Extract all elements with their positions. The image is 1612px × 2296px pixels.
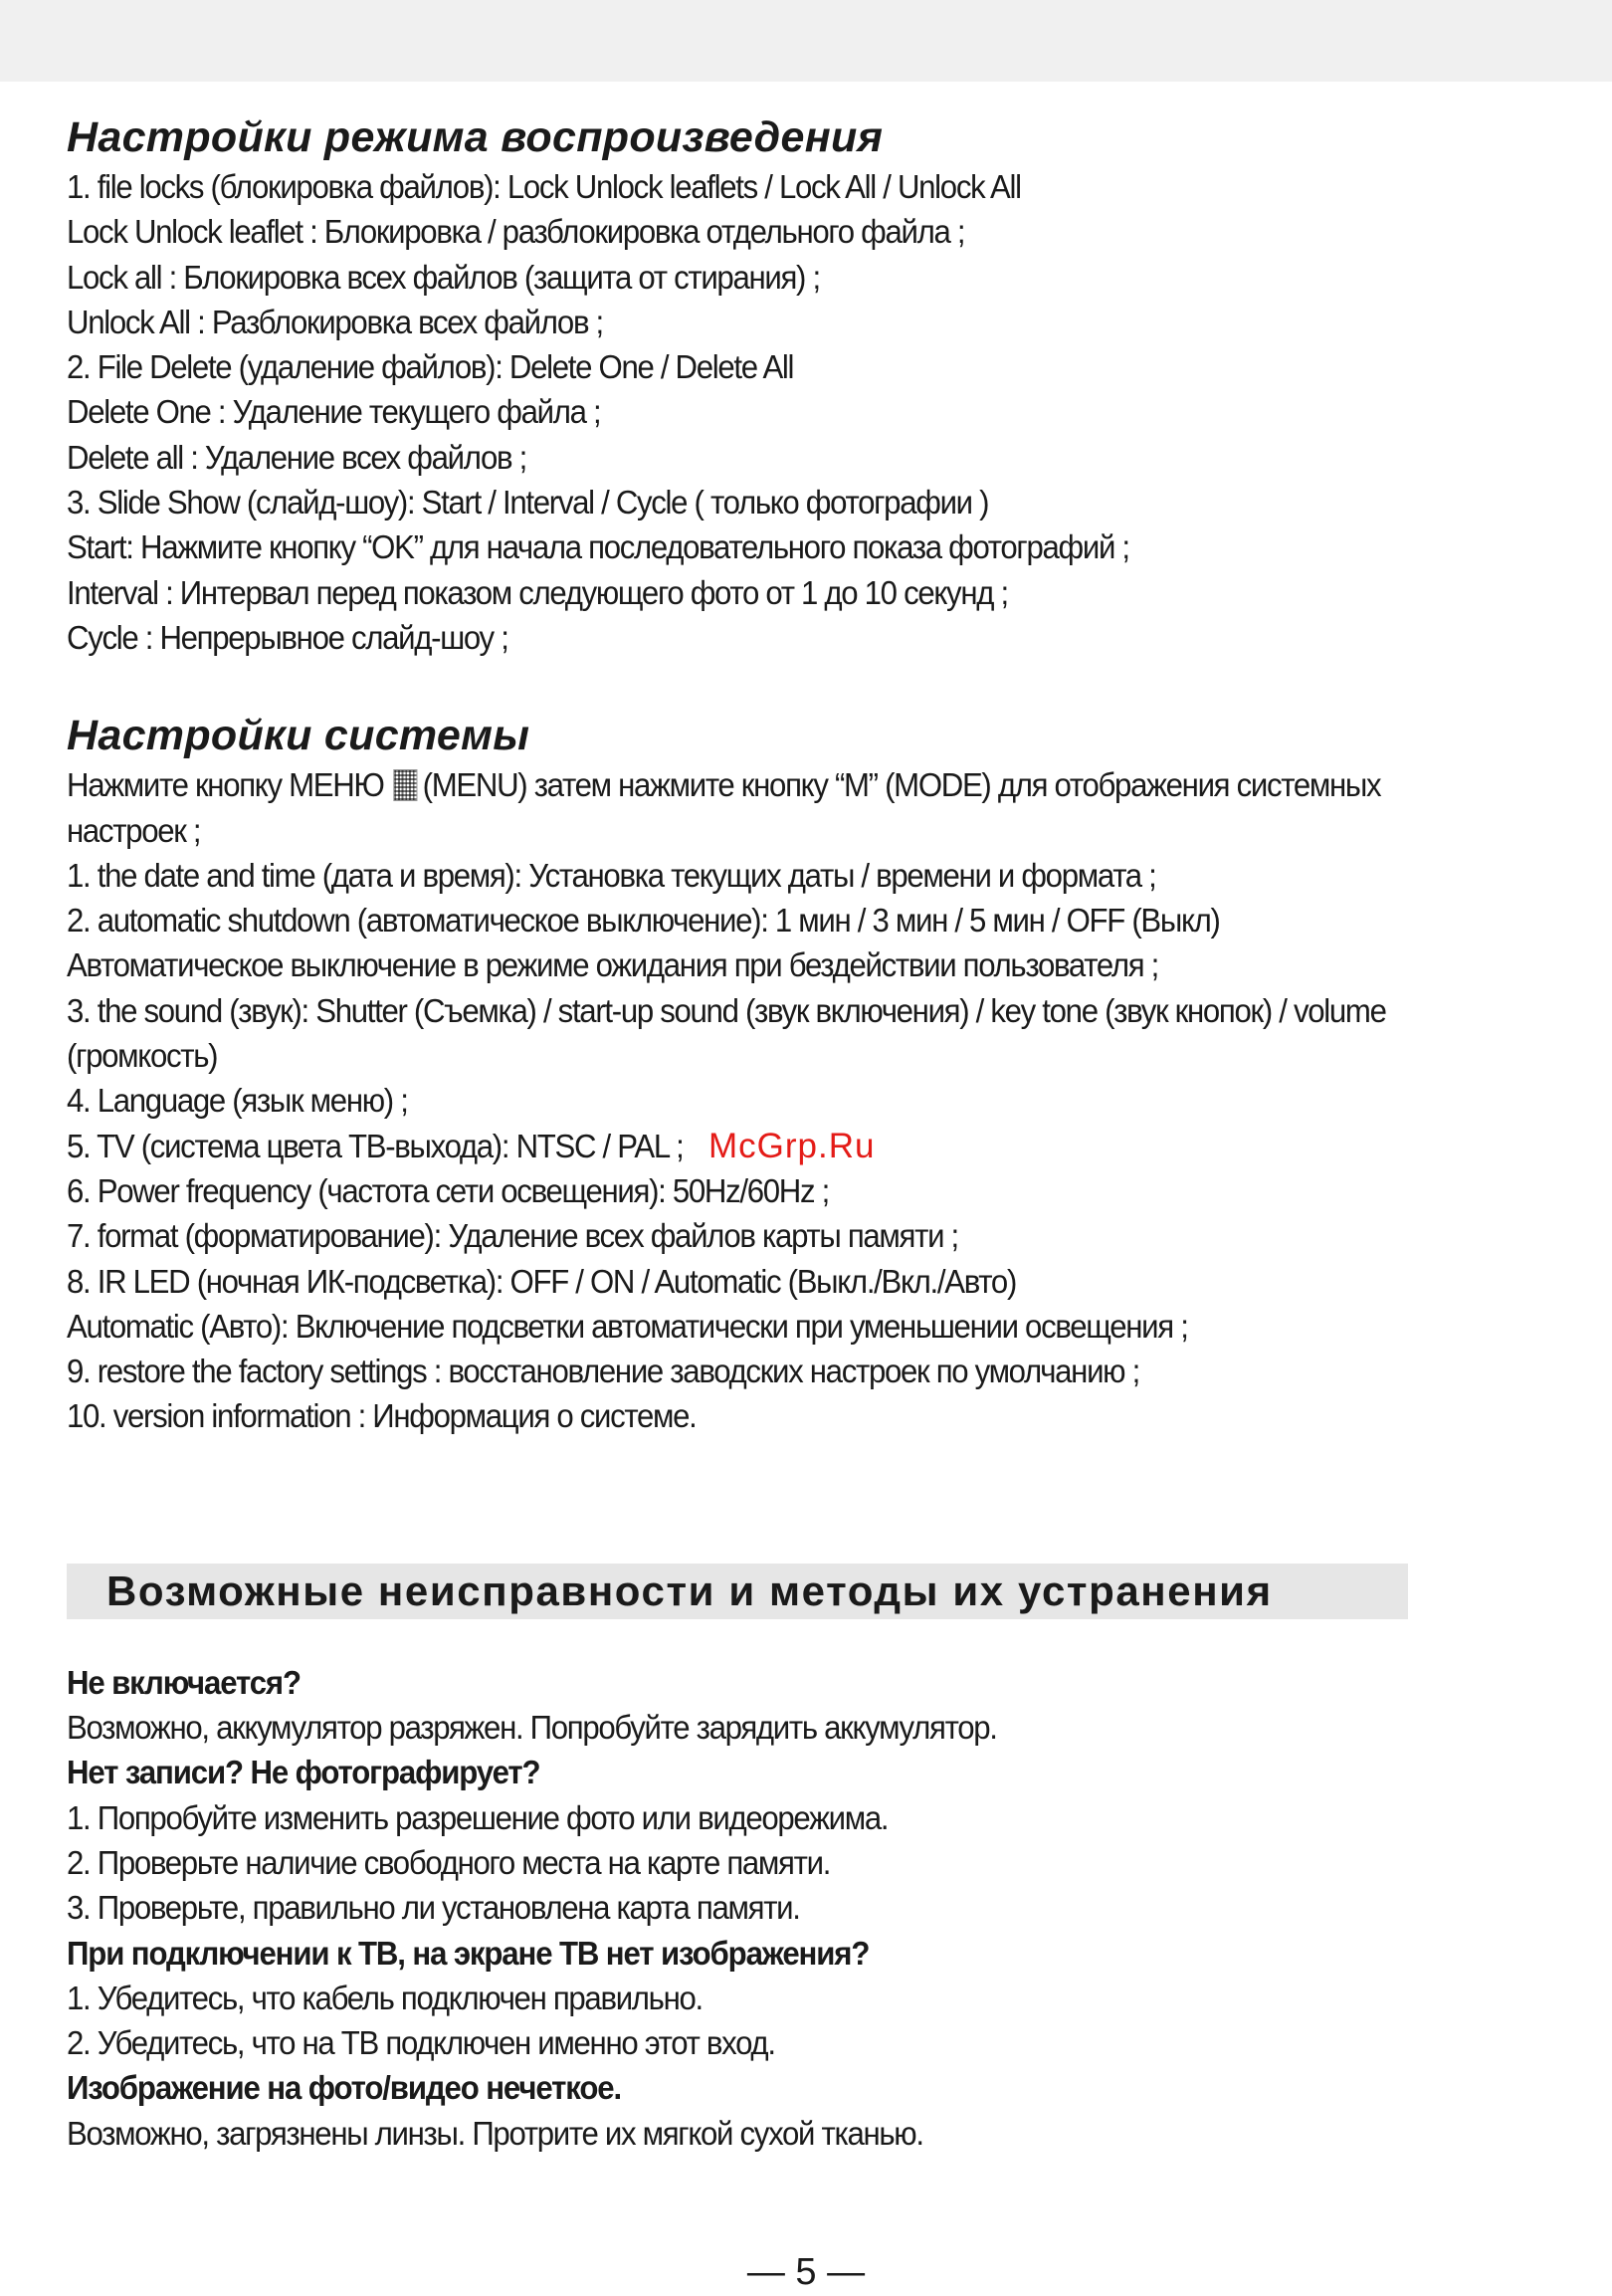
system-line: 6. Power frequency (частота сети освещения): 50Hz/60Hz ;	[67, 1172, 829, 1210]
trouble-answer: 2. Проверьте наличие свободного места на карте памяти.	[67, 1844, 831, 1882]
system-line: 1. the date and time (дата и время): Установка текущих даты / времени и формата ;	[67, 857, 1156, 895]
system-intro-before: Нажмите кнопку МЕНЮ	[67, 767, 384, 805]
system-line: 3. the sound (звук): Shutter (Съемка) / start-up sound (звук включения) / key tone (звук кнопок) / volume	[67, 992, 1386, 1030]
trouble-question: Нет записи? Не фотографирует?	[67, 1755, 540, 1792]
playback-line: Start: Нажмите кнопку “OK” для начала последовательного показа фотографий ;	[67, 529, 1129, 567]
system-line: 2. automatic shutdown (автоматическое выключение): 1 мин / 3 мин / 5 мин / OFF (Выкл)	[67, 903, 1220, 940]
playback-line: Delete One : Удаление текущего файла ;	[67, 394, 601, 432]
playback-line: 3. Slide Show (слайд-шоу): Start / Interval / Cycle ( только фотографии )	[67, 485, 989, 522]
trouble-answer: 3. Проверьте, правильно ли установлена карта памяти.	[67, 1890, 800, 1928]
trouble-question: Изображение на фото/видео нечеткое.	[67, 2070, 621, 2108]
menu-button-icon	[393, 769, 417, 801]
playback-settings-list	[67, 165, 1579, 661]
playback-line: Lock all : Блокировка всех файлов (защита от стирания) ;	[67, 259, 820, 297]
playback-line: 2. File Delete (удаление файлов): Delete One / Delete All	[67, 349, 794, 387]
playback-line: Cycle : Непрерывное слайд-шоу ;	[67, 619, 508, 657]
troubleshooting-title: Возможные неисправности и методы их устранения	[106, 1566, 1273, 1614]
top-margin-bar	[0, 0, 1612, 82]
system-line: 10. version information : Информация о системе.	[67, 1398, 697, 1436]
trouble-question: При подключении к ТВ, на экране ТВ нет изображения?	[67, 1935, 870, 1973]
system-line: 8. IR LED (ночная ИК-подсветка): OFF / ON / Automatic (Выкл./Вкл./Авто)	[67, 1263, 1017, 1301]
system-line: Automatic (Авто): Включение подсветки автоматически при уменьшении освещения ;	[67, 1308, 1188, 1346]
system-intro-line	[67, 763, 1474, 808]
trouble-answer: 1. Убедитесь, что кабель подключен правильно.	[67, 1980, 703, 2017]
system-line: 7. format (форматирование): Удаление всех файлов карты памяти ;	[67, 1218, 958, 1256]
system-intro-after: (MENU) затем нажмите кнопку “M” (MODE) для отображения системных	[422, 767, 1381, 805]
system-settings-title: Настройки системы	[67, 712, 530, 760]
trouble-question: Не включается?	[67, 1664, 301, 1702]
trouble-answer: 1. Попробуйте изменить разрешение фото или видеорежима.	[67, 1799, 889, 1837]
playback-settings-title: Настройки режима воспроизведения	[67, 113, 884, 161]
system-line: 4. Language (язык меню) ;	[67, 1083, 408, 1121]
system-line: настроек ;	[67, 812, 201, 850]
system-line: 5. TV (система цвета ТВ-выхода): NTSC / PAL ;	[67, 1128, 684, 1165]
playback-line: Unlock All : Разблокировка всех файлов ;	[67, 304, 603, 341]
site-watermark: McGrp.Ru	[708, 1127, 876, 1165]
system-line: Автоматическое выключение в режиме ожидания при бездействии пользователя ;	[67, 947, 1159, 985]
troubleshooting-banner	[67, 1564, 1408, 1619]
system-settings-list	[67, 763, 1579, 1439]
trouble-answer: Возможно, загрязнены линзы. Протрите их мягкой сухой тканью.	[67, 2115, 923, 2153]
playback-line: 1. file locks (блокировка файлов): Lock Unlock leaflets / Lock All / Unlock All	[67, 169, 1021, 206]
system-line: (громкость)	[67, 1038, 218, 1076]
troubleshooting-list	[67, 1661, 1579, 2157]
playback-line: Delete all : Удаление всех файлов ;	[67, 439, 526, 477]
playback-line: Lock Unlock leaflet : Блокировка / разблокировка отдельного файла ;	[67, 214, 965, 252]
page-number: — 5 —	[746, 2251, 866, 2293]
playback-line: Interval : Интервал перед показом следующего фото от 1 до 10 секунд ;	[67, 574, 1008, 612]
trouble-answer: Возможно, аккумулятор разряжен. Попробуйте зарядить аккумулятор.	[67, 1710, 997, 1748]
system-line: 9. restore the factory settings : восстановление заводских настроек по умолчанию ;	[67, 1354, 1139, 1391]
trouble-answer: 2. Убедитесь, что на ТВ подключен именно этот вход.	[67, 2025, 775, 2063]
